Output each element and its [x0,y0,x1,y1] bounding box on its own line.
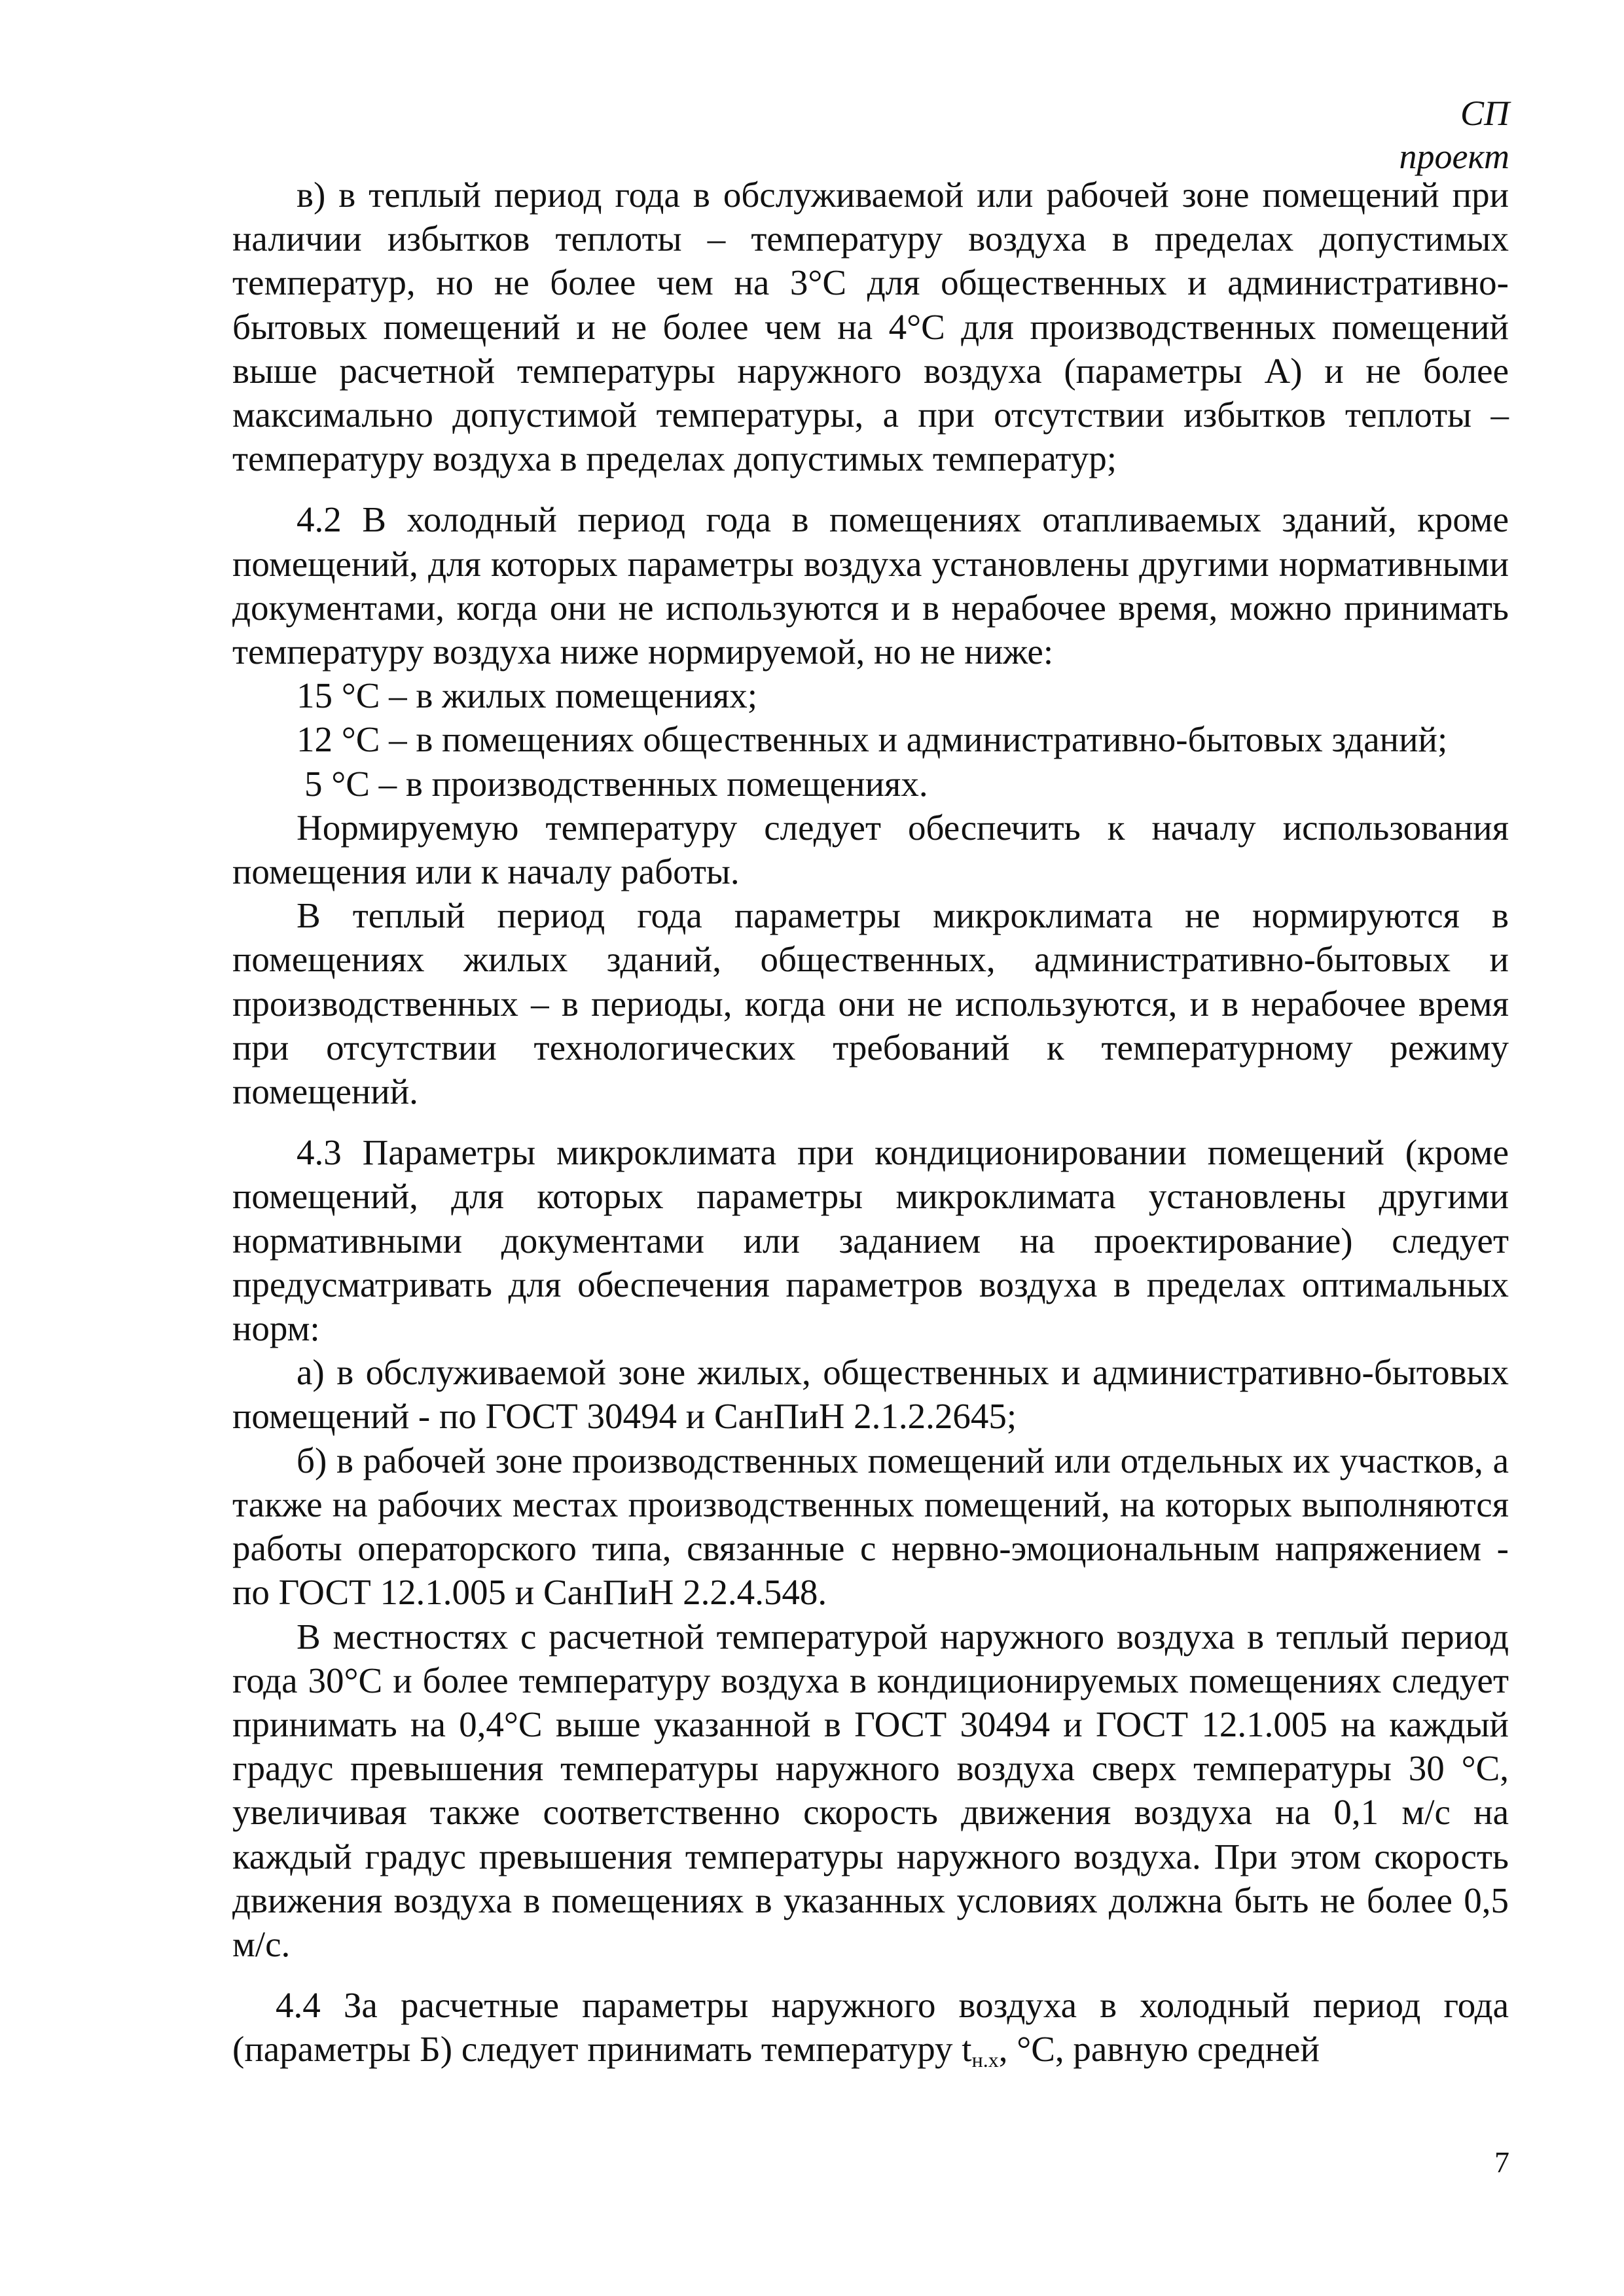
paragraph-4-4 [232,1983,1509,2071]
list-item-a: а) в обслуживаемой зоне жилых, общественных и административно-бытовых помещений - по ГОСТ 30494 и СанПиН 2.1.2.2645; [232,1352,1509,1437]
list-item-industrial: 5 °С – в производственных помещениях. [304,763,928,804]
paragraph-4-4-text: 4.4 За расчетные параметры наружного воздуха в холодный период года (параметры Б) следует принимать температуру t [232,1985,1509,2070]
paragraph-4-4-tail: , °С, равную средней [998,2029,1320,2070]
list-item-public: 12 °С – в помещениях общественных и административно-бытовых зданий; [297,719,1448,760]
list-item-b: б) в рабочей зоне производственных помещений или отдельных их участков, а также на рабочих местах производственных помещений, на которых выполняются работы операторского типа, связанные с нервно-эмоциональным напряжением - по ГОСТ 12.1.005 и СанПиН 2.2.4.548. [232,1440,1509,1613]
list-item-residential: 15 °С – в жилых помещениях; [297,675,758,716]
subscript-nx: н.х [971,2048,999,2072]
paragraph-4-1-v: в) в теплый период года в обслуживаемой или рабочей зоне помещений при наличии избытков теплоты – температуру воздуха в пределах допустимых температур, но не более чем на 3°С для общественных и административно-бытовых помещений и не более чем на 4°С для производственных помещений выше расчетной температуры наружного воздуха (параметры А) и не более максимально допустимой температуры, а при отсутствии избытков теплоты – температуру воздуха в пределах допустимых температур; [232,175,1509,479]
page-header [1399,92,1509,178]
body-text [232,173,1509,2072]
header-status: проект [1399,137,1509,176]
header-code: СП [1460,94,1509,133]
paragraph-4-2: 4.2 В холодный период года в помещениях отапливаемых зданий, кроме помещений, для которых параметры воздуха установлены другими нормативными документами, когда они не используются и в нерабочее время, можно принимать температуру воздуха ниже нормируемой, но не ниже: [232,499,1509,672]
paragraph-hot-localities: В местностях с расчетной температурой наружного воздуха в теплый период года 30°С и более температуру воздуха в кондиционируемых помещениях следует принимать на 0,4°С выше указанной в ГОСТ 30494 и ГОСТ 12.1.005 на каждый градус превышения температуры наружного воздуха сверх температуры 30 °С, увеличивая также соответственно скорость движения воздуха на 0,1 м/с на каждый градус превышения температуры наружного воздуха. При этом скорость движения воздуха в помещениях в указанных условиях должна быть не более 0,5 м/с. [232,1616,1509,1964]
paragraph-warm-period: В теплый период года параметры микроклимата не нормируются в помещениях жилых зданий, общественных, административно-бытовых и производственных – в периоды, когда они не используются, и в нерабочее время при отсутствии технологических требований к температурному режиму помещений. [232,895,1509,1112]
page-number: 7 [1494,2145,1509,2179]
paragraph-normalized-temperature: Нормируемую температуру следует обеспечить к началу использования помещения или к началу работы. [232,807,1509,892]
paragraph-4-3: 4.3 Параметры микроклимата при кондиционировании помещений (кроме помещений, для которых параметры микроклимата установлены другими нормативными документами или заданием на проектирование) следует предусматривать для обеспечения параметров воздуха в пределах оптимальных норм: [232,1132,1509,1349]
